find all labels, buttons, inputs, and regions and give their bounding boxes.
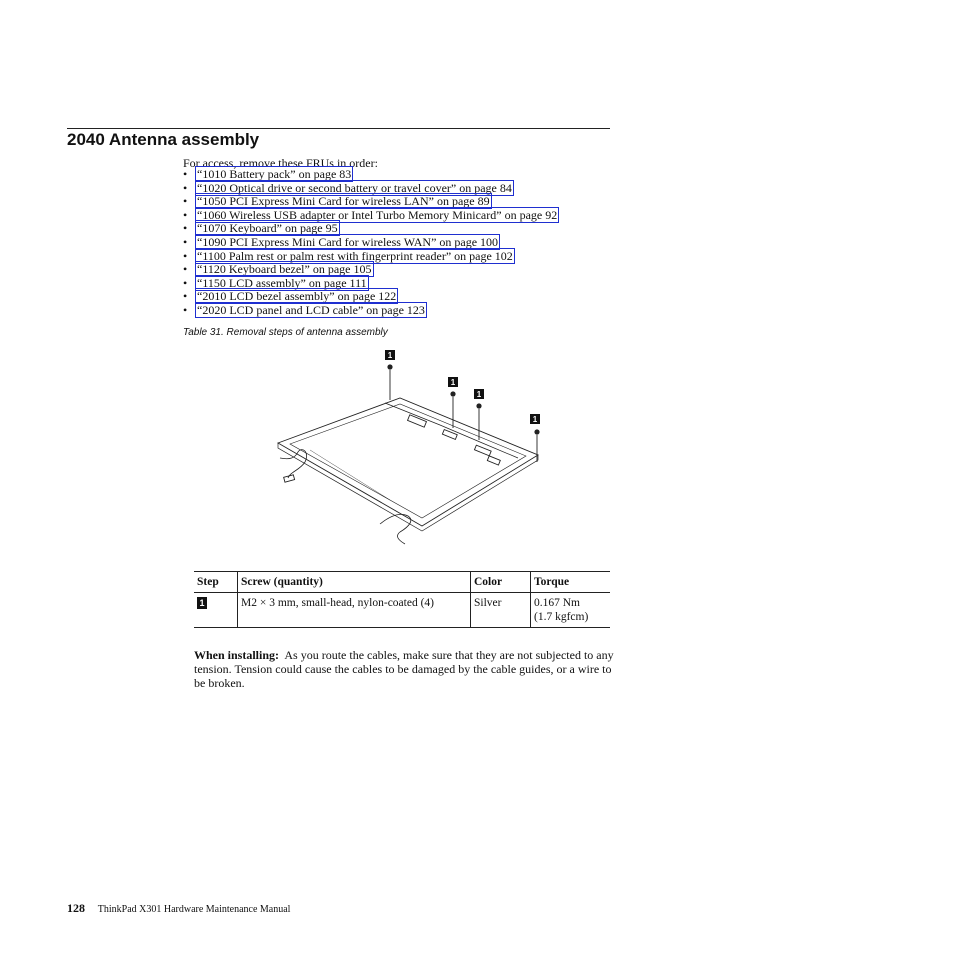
table-caption: Table 31. Removal steps of antenna assembly — [183, 327, 388, 338]
header-screw: Screw (quantity) — [238, 572, 471, 593]
manual-title: ThinkPad X301 Hardware Maintenance Manual — [97, 904, 291, 915]
fru-link-lcd-bezel[interactable]: “2010 LCD bezel assembly” on page 122 — [197, 289, 397, 304]
fru-link-keyboard-bezel[interactable]: “1120 Keyboard bezel” on page 105 — [197, 262, 372, 277]
screw-icon — [387, 364, 392, 369]
fru-link-wwan-card[interactable]: “1090 PCI Express Mini Card for wireless WAN” on page 100 — [197, 234, 499, 249]
page-number: 128 — [67, 901, 85, 915]
step-badge: 1 — [197, 597, 207, 609]
callout-screw-1: 1 — [387, 351, 393, 360]
bullet: • — [183, 180, 188, 195]
antenna-cable-top — [385, 403, 518, 458]
fru-link-lcd-assembly[interactable]: “1150 LCD assembly” on page 111 — [197, 275, 367, 290]
cable-connector — [284, 475, 295, 482]
cell-step — [194, 593, 238, 628]
fru-link-wireless-usb[interactable]: “1060 Wireless USB adapter or Intel Turbo Memory Minicard” on page 92 — [197, 207, 558, 222]
list-item — [183, 304, 559, 318]
antenna-cable-left — [280, 450, 307, 478]
bullet: • — [183, 167, 188, 181]
fru-link-battery-pack[interactable]: “1010 Battery pack” on page 83 — [197, 167, 352, 181]
fru-list — [183, 168, 559, 318]
section-title: 2040 Antenna assembly — [67, 130, 260, 149]
bullet: • — [183, 221, 188, 236]
fru-link-keyboard[interactable]: “1070 Keyboard” on page 95 — [197, 221, 338, 236]
antenna-module — [474, 445, 491, 456]
note-text: As you route the cables, make sure that they are not subjected to any tension. Tension could cause the cables to be damaged by the cable guides, or a wire to be broken. — [194, 648, 614, 690]
page-footer — [67, 902, 290, 916]
note-label: When installing: — [194, 648, 280, 662]
fru-link-wlan-card[interactable]: “1050 PCI Express Mini Card for wireless LAN” on page 89 — [197, 194, 490, 209]
screw-icon — [476, 403, 481, 408]
header-step: Step — [194, 572, 238, 593]
fru-link-lcd-panel[interactable]: “2020 LCD panel and LCD cable” on page 123 — [197, 302, 425, 317]
bullet: • — [183, 194, 188, 209]
fru-link-optical-drive[interactable]: “1020 Optical drive or second battery or travel cover” on page 84 — [197, 180, 512, 195]
antenna-cable-bottom — [380, 514, 411, 544]
antenna-module — [487, 456, 500, 465]
torque-nm: 0.167 Nm — [534, 597, 580, 609]
bullet: • — [183, 275, 188, 290]
bullet: • — [183, 207, 188, 222]
bullet: • — [183, 248, 188, 263]
screw-table — [194, 571, 610, 628]
screw-icon — [534, 429, 539, 434]
cell-screw: M2 × 3 mm, small-head, nylon-coated (4) — [238, 593, 471, 628]
table-row — [194, 593, 610, 628]
panel-seam — [310, 450, 390, 500]
callout-screw-4: 1 — [532, 415, 538, 424]
fru-intro: For access, remove these FRUs in order: — [183, 156, 378, 170]
lcd-cover-outline — [278, 398, 538, 526]
table-header-row — [194, 572, 610, 593]
lcd-cover-inner — [290, 404, 526, 518]
section-rule — [67, 128, 610, 129]
fru-link-palm-rest[interactable]: “1100 Palm rest or palm rest with fingerprint reader” on page 102 — [197, 248, 513, 263]
callout-screw-3: 1 — [476, 390, 482, 399]
antenna-module — [408, 415, 427, 427]
header-color: Color — [471, 572, 531, 593]
bullet: • — [183, 289, 188, 304]
installation-note — [194, 648, 614, 690]
bullet: • — [183, 234, 188, 249]
header-torque: Torque — [531, 572, 611, 593]
bullet: • — [183, 302, 188, 317]
antenna-assembly-illustration — [260, 340, 560, 545]
callout-screw-2: 1 — [450, 378, 456, 387]
cell-color: Silver — [471, 593, 531, 628]
torque-kgfcm: (1.7 kgfcm) — [534, 611, 589, 623]
cell-torque — [531, 593, 611, 628]
screw-icon — [450, 391, 455, 396]
bullet: • — [183, 262, 188, 277]
